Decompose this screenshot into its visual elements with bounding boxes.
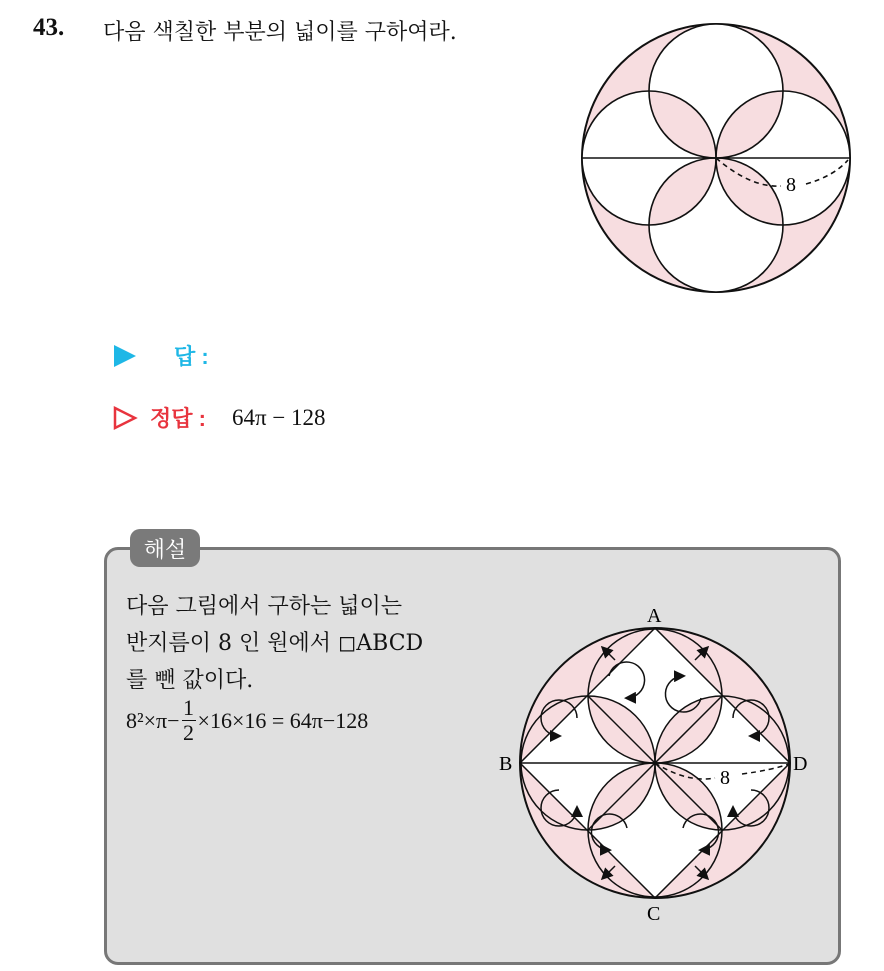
play-icon	[112, 343, 138, 369]
question-figure	[576, 18, 856, 298]
formula-left: 8²×π−	[126, 707, 180, 733]
formula-right: ×16×16 = 64π−128	[197, 707, 369, 733]
question-text: 다음 색칠한 부분의 넓이를 구하여라.	[103, 20, 457, 45]
fraction-denominator: 2	[183, 720, 195, 745]
vertex-a-label: A	[647, 605, 662, 627]
question-number: 43.	[33, 14, 65, 41]
answer-label: 답 :	[174, 344, 209, 369]
solution-line: 다음 그림에서 구하는 넓이는	[126, 594, 403, 619]
solution-line: 를 뺀 값이다.	[126, 668, 254, 693]
figure-radius-label: 8	[786, 174, 796, 196]
solution-formula	[126, 696, 368, 745]
vertex-d-label: D	[793, 753, 808, 775]
play-outline-icon	[112, 405, 138, 431]
radius-label: 8	[720, 767, 730, 789]
answer-row	[112, 340, 235, 371]
solution-figure	[497, 598, 817, 928]
fraction-numerator: 1	[183, 695, 195, 720]
solution-line: 반지름이 8 인 원에서 ◻ABCD	[126, 631, 424, 656]
correct-value: 64π − 128	[231, 404, 326, 430]
vertex-b-label: B	[499, 753, 513, 775]
solution-text	[126, 588, 423, 699]
vertex-c-label: C	[647, 903, 661, 925]
solution-tag: 해설	[130, 529, 200, 567]
formula-fraction	[182, 696, 196, 745]
correct-row	[112, 402, 326, 433]
correct-label: 정답 :	[150, 406, 206, 431]
